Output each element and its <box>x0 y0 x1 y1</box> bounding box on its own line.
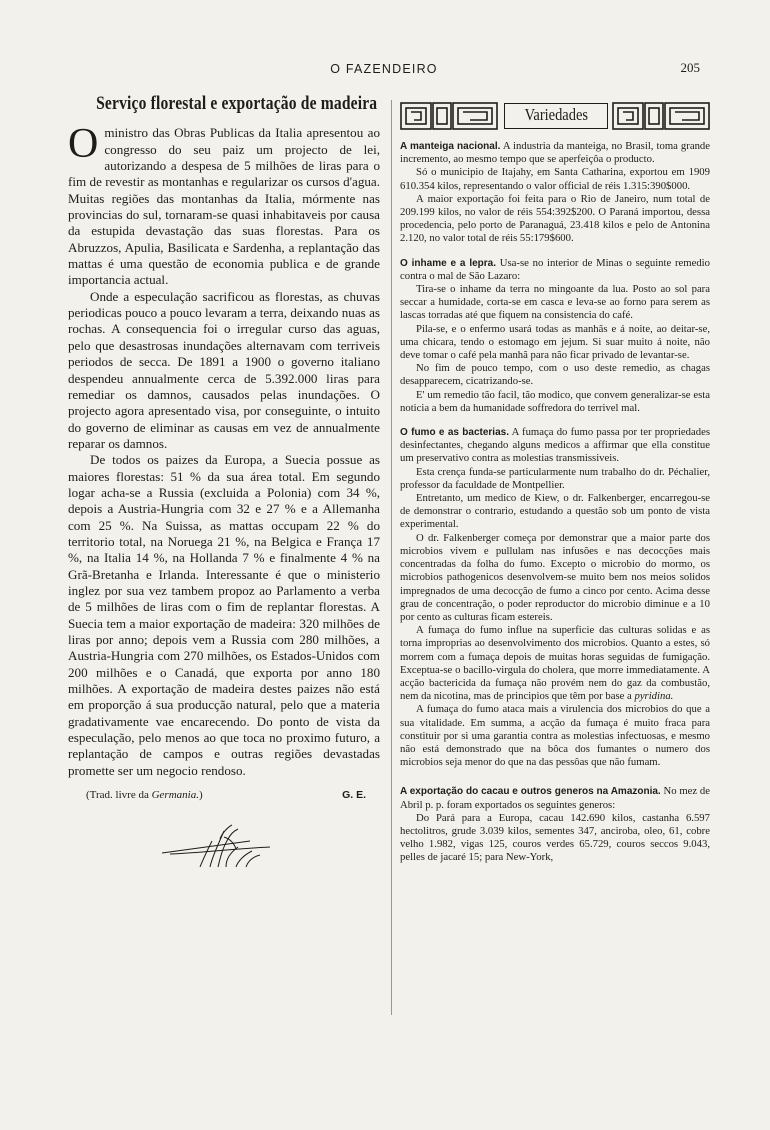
paragraph: Esta crença funda-se particularmente num trabalho do dr. Péchalier, professor da faculdade de Montpellier. <box>400 465 710 491</box>
article-credit <box>68 787 380 803</box>
article-heading: A manteiga nacional. <box>400 141 501 152</box>
paragraph: Onde a especulação sacrificou as florestas, as chuvas periodicas pouco a pouco levaram a terra, deixando nuas as rochas. A consequencia foi o irregular curso das aguas, pelo que desastrosas inundações alternavam com terriveis periodos de secca. De 1891 a 1900 o governo italiano despendeu annualmente cerca de 5.392.000 liras para remediar os damnos, causados pelas inundações. O projecto agora apresentado visa, por conseguinte, o intuito do governo de eliminar as causas em vez de annualmente reparar os damnos. <box>68 288 380 451</box>
paragraph: Oministro das Obras Publicas da Italia apresentou ao congresso do seu paiz um projecto de lei, autorizando a despesa de 5 milhões de liras para o fim de revestir as montanhas e regularizar os cursos d'agua. Muitas regiões das montanhas da Italia, mórmente nas provincias do sul, tornaram-se quasi inhabitaveis por causa da estupida devastação das suas florestas. Para os Abruzzos, Apulia, Basilicata e Sardenha, a replantação das mattas é uma questão de economia publica e de grande importancia actual. <box>68 121 380 288</box>
section-header <box>400 100 710 132</box>
page-number: 205 <box>680 60 700 75</box>
paragraph: A maior exportação foi feita para o Rio de Janeiro, num total de 209.199 kilos, no valor de réis 554:392$200. O Paraná importou, dessa procedencia, pelo porto de Paranaguá, 23.418 kilos e pelo de Antonina 2.120, no valor total de réis 55:179$600. <box>400 192 710 245</box>
running-head <box>68 60 700 78</box>
paragraph: A exportação do cacau e outros generos na Amazonia. No mez de Abril p. p. foram exportados os seguintes generos: <box>400 785 711 811</box>
paragraph: Entretanto, um medico de Kiew, o dr. Falkenberger, encarregou-se de demonstrar o contrario, estudando a questão sob um ponto de vista experimental. <box>400 492 710 531</box>
paragraph: De todos os paizes da Europa, a Suecia possue as maiores florestas: 51 % da sua área total. Em segundo logar acha-se a Russia (excluida a Polonia) com 34 %, depois a Austria-Hungria com 32 e 27 % e a Allemanha com 25 %. Na Suissa, as mattas occupam 22 % do territorio total, na Noruega 21 %, na Belgica e França 17 %, na Italia 14 %, na Hollanda 7 % e finalmente 4 % na Grã-Bretanha e Irlanda. Interessante é que o ministerio inglez por sua vez tambem propoz ao Parlamento a verba de 5 milhões de liras com o fim de replantar florestas. A Suecia tem a maior exportação de madeira: 320 milhões de liras por anno; depois vem a Russia com 280 milhões, a Austria-Hungria com 270 milhões, os Estados-Unidos com 200 milhões e o Canadá, que exporta por anno 180 milhões. A exportação de madeira destes paizes não está em proporção á sua producção natural, pelo que a materia gradativamente vae encarecendo. Do ponto de vista da especulação, pelo menos ao que toca no proximo futuro, a replantação de campos e outras regiões devastadas promette ser um negocio rendoso. <box>68 452 380 778</box>
section-title: Variedades <box>504 103 608 129</box>
journal-title: O FAZENDEIRO <box>330 62 438 76</box>
author-initials: G. E. <box>342 789 366 802</box>
right-column <box>400 100 710 865</box>
paragraph: O inhame e a lepra. Usa-se no interior de Minas o seguinte remedio contra o mal de São Lazaro: <box>400 256 710 282</box>
paragraph: No fim de pouco tempo, com o uso deste remedio, as chagas desapparecem, cicatrizando-se. <box>400 362 710 388</box>
paragraph: A fumaça do fumo ataca mais a virulencia dos microbios do que a sua vitalidade. Em summa, a acção da fumaça é muito fraca para constituir por si uma garantia contra as molestias infectuosas, e mesmo não está demonstrado que na bôca dos fumantes o numero dos microbios seja menor do que na das pessôas que não fumam. <box>400 703 710 769</box>
article-heading: A exportação do cacau e outros generos na Amazonia. <box>400 786 661 798</box>
paragraph: Tira-se o inhame da terra no mingoante da lua. Posto ao sol para seccar a humidade, corta-se em casca e leva-se ao forno para serem as lascas torradas até que fiquem na consistencia do café. <box>400 283 710 322</box>
italic-term: pyridina. <box>634 690 674 703</box>
article-heading: O inhame e a lepra. <box>400 257 497 269</box>
paragraph: Só o municipio de Itajahy, em Santa Catharina, exportou em 1909 610.354 kilos, representando o valor official de réis 1.315:390$000. <box>400 166 710 192</box>
paragraph: O dr. Falkenberger começa por demonstrar que a maior parte dos microbios vivem e pullulam nas infusões e nas decocções mais concentradas da folha do fumo. Excepto o microbio do mormo, os microbios pathogenicos desenvolvem-se muito bem nos meios solidos impregnados de uma decocção de fumo a cinco por cento. Acima desse grau de concentração, o poder reproductor do microbio diminue e a 10 por cento as culturas ficam estereis. <box>400 531 710 623</box>
article-heading: O fumo e as bacterias. <box>400 427 509 439</box>
translation-note: (Trad. livre da Germania.) <box>86 789 203 802</box>
paragraph: A manteiga nacional. A industria da manteiga, no Brasil, toma grande incremento, ao mesmo tempo que se aperfeiçôa o producto. <box>400 140 710 166</box>
column-divider <box>391 100 392 1015</box>
paragraph: Do Pará para a Europa, cacau 142.690 kilos, castanha 6.597 hectolitros, grude 3.039 kilos, sementes 347, anciroba, oleo, 61, cobre velho 1.982, vigas 125, couros verdes 65.729, couros seccos 9.043, pelles de jacaré 15; para New-York, <box>400 811 710 864</box>
left-column <box>68 93 380 873</box>
paragraph: A fumaça do fumo influe na superficie das culturas solidas e as torna improprias ao desenvolvimento dos microbios. Quanto a estes, só morrem com a fumaça depois de muitas horas seguidas de fumigação. Exceptua-se o bacillo-virgula do cholera, que morre immediatamente. A acção bactericida da fumaça não provém nem do gaz da combustão, nem da nicotina, mas de principios que têm por base a pyridina. <box>400 624 710 703</box>
paragraph: O fumo e as bacterias. A fumaça do fumo passa por ter propriedades desinfectantes, chegando alguns medicos a affirmar que ella constitue um preservativo contra as molestias transmissiveis. <box>400 426 710 465</box>
drop-cap: O <box>68 121 99 168</box>
paragraph: Pila-se, e o enfermo usará todas as manhãs e á noite, ao deitar-se, uma chicara, tendo o estomago em jejum. Si suar muito á noite, não deve tomar o café pela manhã para não ficar privado de levantar-se. <box>400 322 710 362</box>
paragraph: E' um remedio tão facil, tão modico, que convem generalizar-se esta noticia a bem da humanidade soffredora do terrivel mal. <box>400 388 710 414</box>
article-title: Serviço florestal e exportação de madeira <box>96 93 378 114</box>
grass-ornament-icon <box>160 823 290 873</box>
